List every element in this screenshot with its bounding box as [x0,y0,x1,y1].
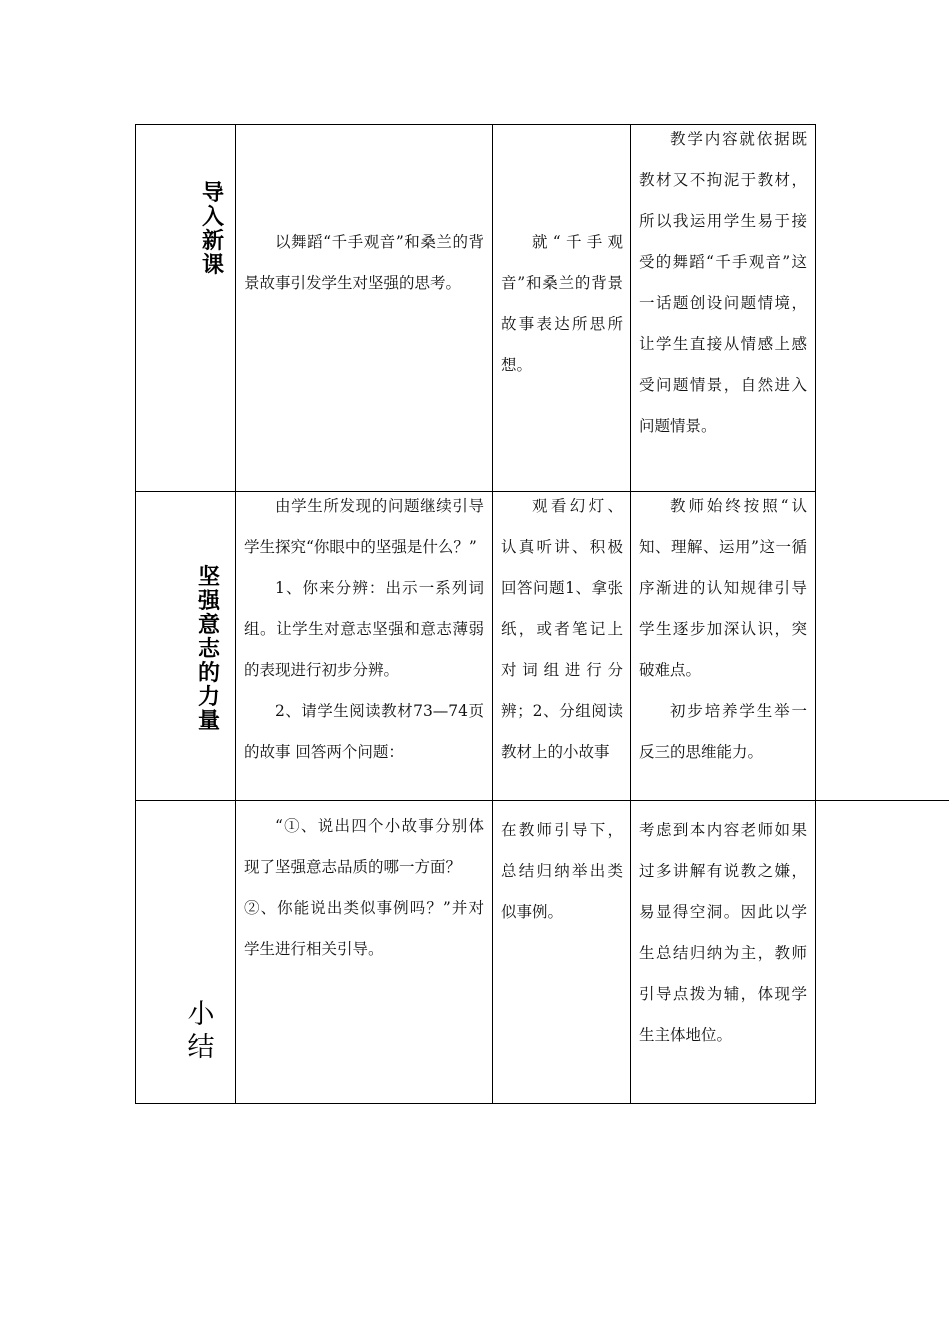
willpower-intent-text-2: 初步培养学生举一反三的思维能力。 [639,702,807,761]
willpower-teacher-activity [244,486,484,773]
section-label-intro: 导入新课 [201,181,224,278]
table-col-divider-3 [630,124,631,1104]
intro-teacher-activity [244,222,484,304]
table-col-divider-1 [235,124,236,1104]
summary-design-intent [639,810,807,1056]
summary-teacher-text-2: ②、你能说出类似事例吗？”并对学生进行相关引导。 [244,899,484,958]
willpower-intent-text-1: 教师始终按照“认知、理解、运用”这一循序渐进的认知规律引导学生逐步加深认识，突破难点。 [639,497,807,679]
summary-intent-text: 考虑到本内容老师如果过多讲解有说教之嫌，易显得空洞。因此以学生总结归纳为主，教师引导点拨为辅，体现学生主体地位。 [639,821,807,1044]
table-border-bottom [135,1103,816,1104]
summary-teacher-text-1: “①、说出四个小故事分别体现了坚强意志品质的哪一方面？ [244,817,484,876]
willpower-student-activity [501,486,623,804]
summary-student-text: 在教师引导下，总结归纳举出类似事例。 [501,821,623,921]
table-border-right [815,124,816,1104]
willpower-design-intent [639,486,807,773]
section-label-willpower: 坚强意志的力量 [197,565,220,734]
intro-design-intent [639,119,807,447]
willpower-teacher-text-2: 1、你来分辨：出示一系列词组。让学生对意志坚强和意志薄弱的表现进行初步分辨。 [244,579,484,679]
intro-teacher-text: 以舞蹈“千手观音”和桑兰的背景故事引发学生对坚强的思考。 [244,233,484,292]
intro-intent-text: 教学内容就依据既教材又不拘泥于教材，所以我运用学生易于接受的舞蹈“千手观音”这一话题创设问题情境，让学生直接从情感上感受问题情景，自然进入问题情景。 [639,130,807,435]
section-label-summary: 小结 [187,999,215,1063]
summary-student-activity [501,810,623,933]
intro-student-activity [501,222,623,386]
intro-student-text: 就“千手观音”和桑兰的背景故事表达所思所想。 [501,233,623,374]
willpower-teacher-text-1: 由学生所发现的问题继续引导学生探究“你眼中的坚强是什么？” [244,497,484,556]
summary-teacher-activity [244,806,484,970]
table-border-left [135,124,136,1104]
willpower-teacher-text-3: 2、请学生阅读教材73—74页的故事 回答两个问题： [244,702,484,761]
table-col-divider-2 [492,124,493,1104]
willpower-student-text: 观看幻灯、认真听讲、积极回答问题1、拿张纸，或者笔记上对词组进行分辨；2、分组阅读教材上的小故事 [501,497,623,761]
